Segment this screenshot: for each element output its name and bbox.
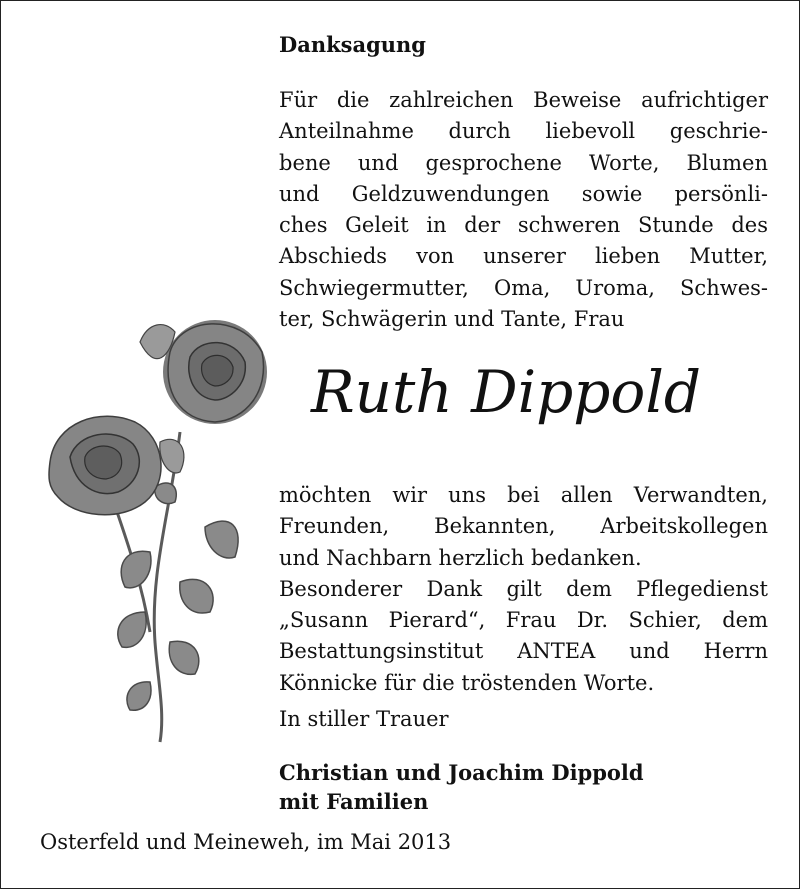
- deceased-name-text: Ruth Dippold: [311, 358, 702, 426]
- paragraph-line: Bestattungsinstitut ANTEA und Herrn: [279, 639, 768, 664]
- rose-upper: [140, 320, 267, 424]
- paragraph-line: und Geldzuwendungen sowie persönli-: [279, 181, 768, 206]
- place-date: Osterfeld und Meineweh, im Mai 2013: [40, 830, 452, 854]
- signatory-line: mit Familien: [279, 789, 429, 814]
- paragraph-line: Schwiegermutter, Oma, Uroma, Schwes-: [279, 275, 768, 300]
- leaf: [118, 612, 146, 647]
- paragraph-line: Anteilnahme durch liebevoll geschrie-: [279, 119, 768, 144]
- signatories: [279, 758, 644, 816]
- leaf: [121, 551, 151, 588]
- leaf: [169, 641, 199, 674]
- paragraph-line: „Susann Pierard“, Frau Dr. Schier, dem: [279, 608, 768, 633]
- signatory-line: Christian und Joachim Dippold: [279, 760, 644, 785]
- paragraph-line: ter, Schwägerin und Tante, Frau: [279, 307, 625, 332]
- notice-heading: Danksagung: [279, 32, 426, 57]
- paragraph-line: ches Geleit in der schweren Stunde des: [279, 213, 768, 238]
- thanks-paragraph-2: [279, 480, 768, 699]
- paragraph-line: Besonderer Dank gilt dem Pflegedienst: [279, 576, 768, 601]
- leaf: [205, 521, 238, 558]
- paragraph-line: möchten wir uns bei allen Verwandten,: [279, 483, 768, 507]
- paragraph-line: bene und gesprochene Worte, Blumen: [279, 150, 768, 175]
- leaf: [180, 579, 213, 613]
- paragraph-line: Abschieds von unserer lieben Mutter,: [279, 244, 768, 269]
- paragraph-line: und Nachbarn herzlich bedanken.: [279, 545, 642, 570]
- thanks-paragraph: [279, 85, 768, 335]
- leaf: [127, 682, 151, 710]
- closing-line: In stiller Trauer: [279, 707, 449, 731]
- paragraph-line: Für die zahlreichen Beweise aufrichtiger: [279, 88, 768, 112]
- roses-illustration: [30, 312, 290, 752]
- paragraph-line: Freunden, Bekannten, Arbeitskollegen: [279, 514, 768, 539]
- deceased-name: [305, 354, 775, 434]
- leaf: [155, 483, 177, 504]
- paragraph-line: Könnicke für die tröstenden Worte.: [279, 670, 655, 695]
